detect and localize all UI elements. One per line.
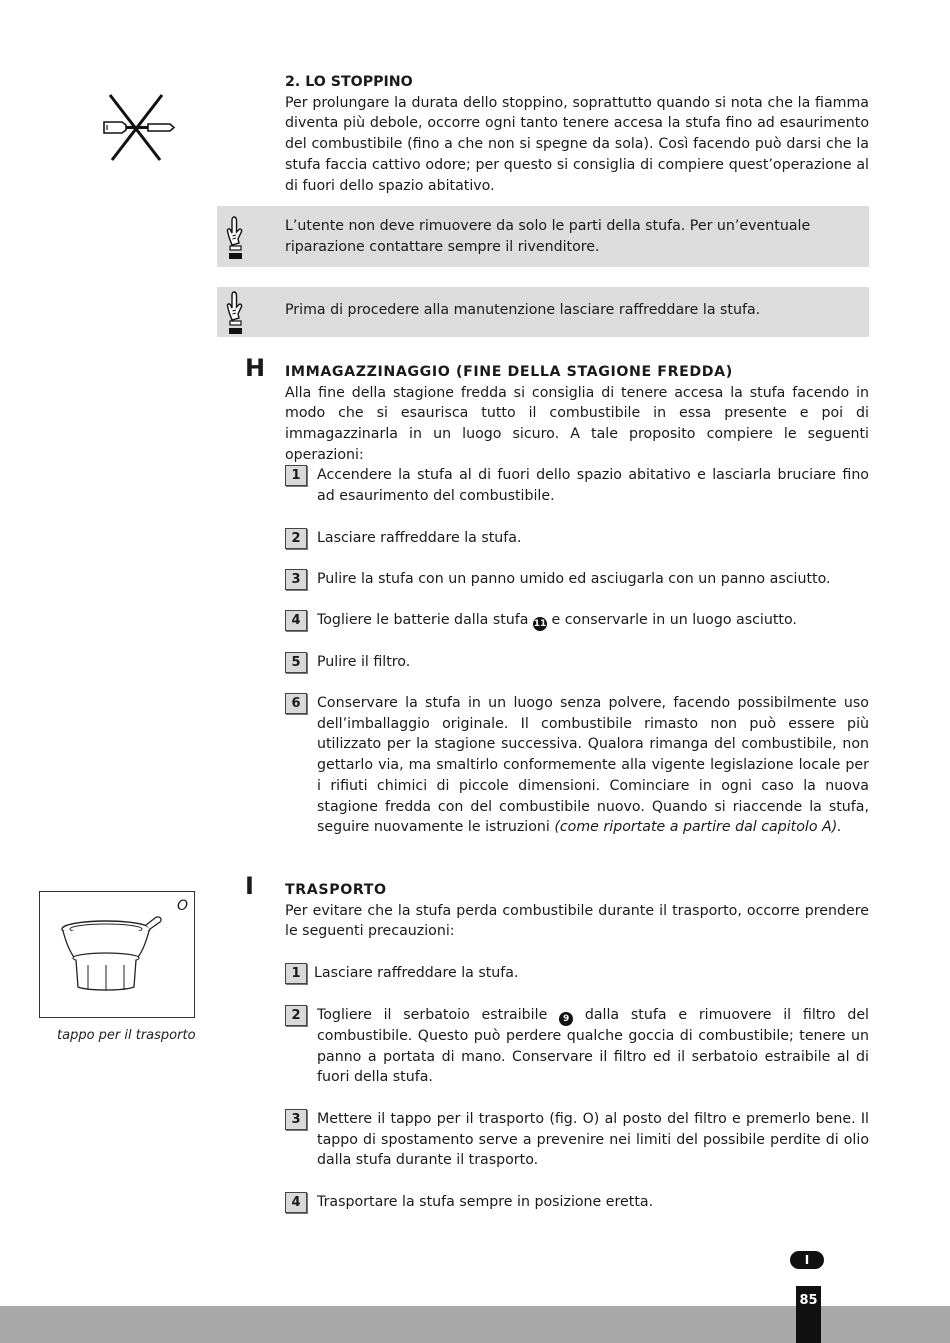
i-step-2 [285, 1005, 869, 1088]
page-number-box [796, 1286, 821, 1343]
warning-note-2 [217, 287, 869, 337]
step-text-end: e conservarle in un luogo asciutto. [547, 612, 797, 628]
transport-cap-illustration [58, 910, 168, 995]
step-text-body: Conservare la stufa in un luogo senza polvere, facendo possibilmente uso dell’imballaggio originale. Il combustibile rimasto non può essere più utilizzato per la stagione successiva. Qualora rimanga del combustibile, non gettarlo via, ma smaltirlo conformemente alla vigente legislazione locale per i rifiuti chimici di piccole dimensioni. Cominciare in ogni caso la nuova stagione fredda con del combustibile nuovo. Quando si riaccende la stufa, seguire nuovamente le istruzioni [317, 695, 869, 836]
section-h [285, 362, 869, 466]
h-step-5 [285, 652, 869, 673]
wick-body: Per prolungare la durata dello stoppino, soprattutto quando si nota che la fiamma diventa più debole, occorre ogni tanto tenere accesa la stufa fino ad esaurimento del combustibile (fino a che non si spegne da sola). Così facendo può darsi che la stufa faccia cattivo odore; per questo si consiglia di compiere quest’operazione al di fuori dello spazio abitativo. [285, 94, 869, 194]
step-number: 4 [285, 1192, 307, 1213]
warning-note-1 [217, 206, 869, 267]
step-text-end: dalla stufa e rimuovere il filtro del combustibile. Questo può perdere qualche goccia di combustibile; tenere un panno a portata di mano. Conservare il filtro ed il serbatoio estraibile al di fuori della stufa. [317, 1007, 869, 1086]
step-number: 2 [285, 528, 307, 549]
i-step-4 [285, 1192, 869, 1213]
step-text-italic: (come riportate a partire dal capitolo A). [554, 819, 842, 836]
step-text: Lasciare raffreddare la stufa. [317, 530, 522, 546]
step-number: 5 [285, 652, 307, 673]
step-number: 6 [285, 693, 307, 714]
i-step-1 [285, 963, 869, 984]
no-screwdriver-icon [98, 92, 180, 164]
reference-number-badge: 11 [533, 619, 547, 629]
h-step-3 [285, 569, 869, 590]
step-text: Accendere la stufa al di fuori dello spazio abitativo e lasciarla bruciare fino ad esaurimento del combustibile. [317, 467, 869, 504]
step-number: 3 [285, 1109, 307, 1130]
section-h-intro: Alla fine della stagione fredda si consiglia di tenere accesa la stufa facendo in modo che si esaurisca tutto il combustibile in essa presente e poi di immagazzinarla in un luogo sicuro. A tale proposito compiere le seguenti operazioni: [285, 384, 869, 463]
wick-section [285, 72, 869, 196]
step-text: Pulire la stufa con un panno umido ed asciugarla con un panno asciutto. [317, 571, 831, 587]
step-text-start: Togliere il serbatoio estraibile [317, 1007, 560, 1023]
h-step-1 [285, 465, 869, 506]
step-text: Mettere il tappo per il trasporto (fig. O) al posto del filtro e premerlo bene. Il tappo di spostamento serve a prevenire nei limiti del possibile perdite di olio dalla stufa durante il trasporto. [317, 1111, 869, 1169]
h-step-4 [285, 610, 869, 631]
step-number: 4 [285, 610, 307, 631]
section-i-intro: Per evitare che la stufa perda combustibile durante il trasporto, occorre prendere le seguenti precauzioni: [285, 902, 869, 940]
step-number: 3 [285, 569, 307, 590]
page-number: 85 [799, 1293, 818, 1308]
step-text [317, 610, 869, 631]
step-number: 1 [285, 465, 307, 486]
wick-title: 2. LO STOPPINO [285, 74, 413, 90]
section-h-letter: H [245, 354, 266, 382]
pointing-hand-icon [225, 215, 247, 261]
h-step-2 [285, 528, 869, 549]
reference-number-badge: 9 [559, 1012, 573, 1026]
warning-note-2-text: Prima di procedere alla manutenzione lasciare raffreddare la stufa. [285, 302, 761, 318]
figure-o [39, 891, 195, 1018]
h-step-6 [285, 693, 869, 838]
step-text: Trasportare la stufa sempre in posizione eretta. [317, 1194, 654, 1210]
step-text: Lasciare raffreddare la stufa. [314, 965, 519, 981]
section-i-letter: I [245, 872, 254, 900]
warning-note-1-text: L’utente non deve rimuovere da solo le parti della stufa. Per un’eventuale riparazione contattare sempre il rivenditore. [285, 218, 811, 255]
section-i-title: TRASPORTO [285, 882, 387, 898]
section-i [285, 880, 869, 942]
i-step-3 [285, 1109, 869, 1171]
section-h-title: IMMAGAZZINAGGIO (FINE DELLA STAGIONE FREDDA) [285, 364, 733, 380]
step-text [317, 693, 869, 838]
language-badge: I [790, 1251, 824, 1269]
figure-label: O [176, 898, 188, 914]
step-text: Pulire il filtro. [317, 654, 411, 670]
figure-caption: tappo per il trasporto [57, 1028, 196, 1043]
step-number: 1 [285, 963, 307, 984]
step-number: 2 [285, 1005, 307, 1026]
pointing-hand-icon [225, 290, 247, 336]
step-text-start: Togliere le batterie dalla stufa [317, 612, 533, 628]
step-text [317, 1005, 869, 1088]
